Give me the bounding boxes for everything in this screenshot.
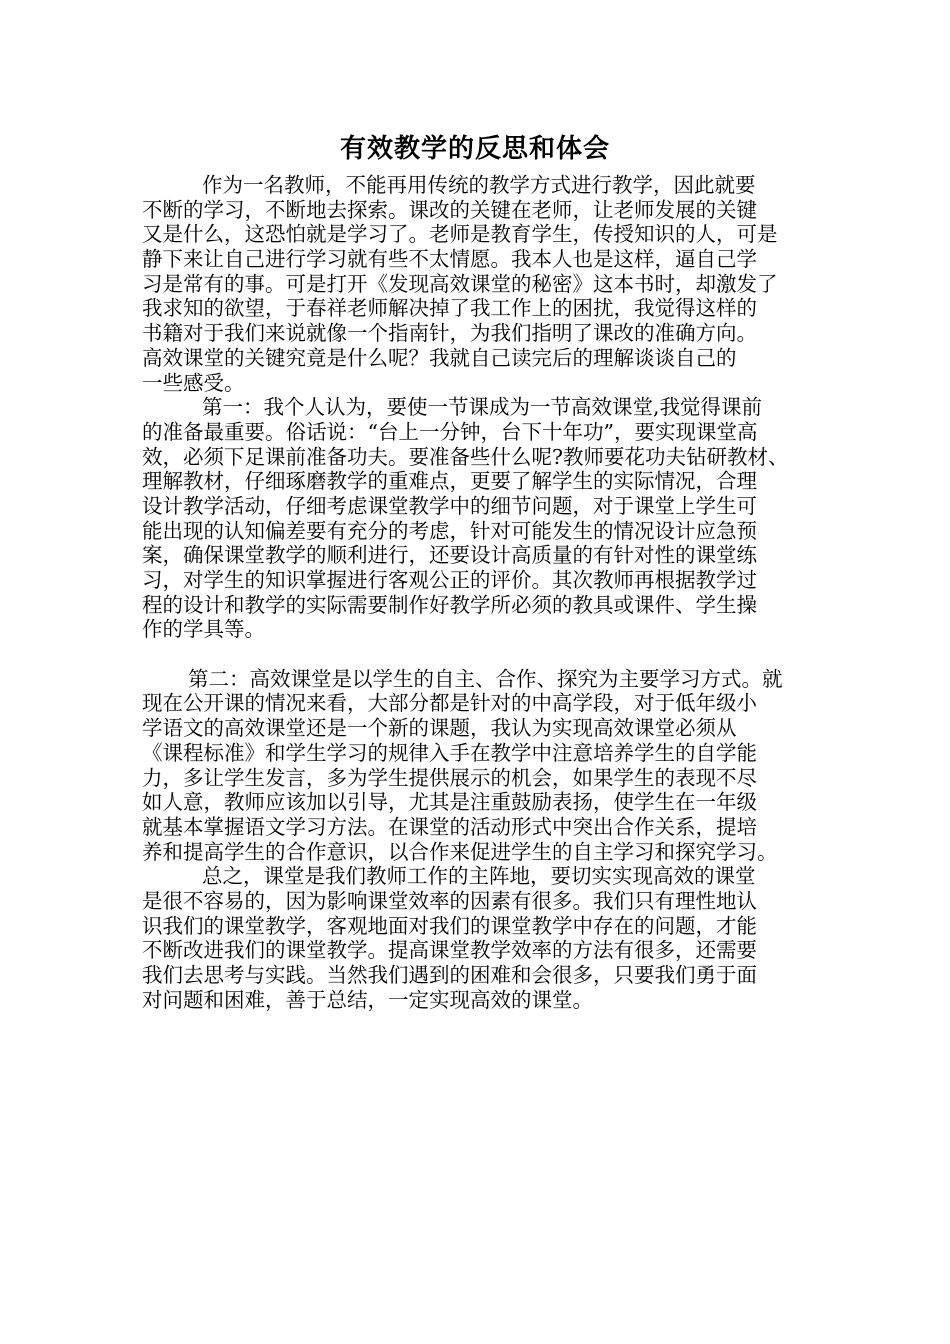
paragraph-4	[142, 864, 828, 1012]
paragraph-1	[142, 173, 828, 395]
paragraph-line: 力，多让学生发言，多为学生提供展示的机会，如果学生的表现不尽	[142, 765, 757, 790]
paragraph-line: 作的学具等。	[142, 617, 265, 642]
paragraph-line: 现在公开课的情况来看，大部分都是针对的中高学段，对于低年级小	[142, 691, 757, 716]
paragraph-line: 不断的学习，不断地去探索。课改的关键在老师，让老师发展的关键	[142, 197, 757, 222]
paragraph-line: 设计教学活动，仔细考虑课堂教学中的细节问题，对于课堂上学生可	[142, 493, 757, 518]
paragraph-line: 习，对学生的知识掌握进行客观公正的评价。其次教师再根据教学过	[142, 568, 757, 592]
paragraph-line: 案，确保课堂教学的顺利进行，还要设计高质量的有针对性的课堂练	[142, 543, 757, 568]
paragraph-line: 高效课堂的关键究竟是什么呢？我就自己读完后的理解谈谈自己的	[142, 345, 737, 370]
paragraph-line: 的准备最重要。俗话说：“台上一分钟，台下十年功”，要实现课堂高	[142, 419, 758, 444]
paragraph-line: 如人意，教师应该加以引导，尤其是注重鼓励表扬，使学生在一年级	[142, 790, 757, 815]
paragraph-2	[142, 395, 828, 642]
paragraph-line: 学语文的高效课堂还是一个新的课题，我认为实现高效课堂必须从	[142, 716, 737, 741]
paragraph-line: 书籍对于我们来说就像一个指南针，为我们指明了课改的准确方向。	[142, 321, 757, 346]
paragraph-line: 习是常有的事。可是打开《发现高效课堂的秘密》这本书时，却激发了	[142, 271, 778, 296]
paragraph-line: 能出现的认知偏差要有充分的考虑，针对可能发生的情况设计应急预	[142, 518, 757, 543]
document-body	[142, 173, 828, 1012]
paragraph-line: 静下来让自己进行学习就有些不太情愿。我本人也是这样，逼自己学	[142, 247, 757, 272]
paragraph-line: 是很不容易的，因为影响课堂效率的因素有很多。我们只有理性地认	[142, 888, 757, 913]
paragraph-gap	[142, 642, 828, 667]
paragraph-3	[142, 667, 828, 865]
paragraph-line: 不断改进我们的课堂教学。提高课堂教学效率的方法有很多，还需要	[142, 938, 757, 963]
paragraph-line: 作为一名教师，不能再用传统的教学方式进行教学，因此就要	[202, 173, 756, 197]
paragraph-line: 识我们的课堂教学，客观地面对我们的课堂教学中存在的问题，才能	[142, 913, 757, 938]
paragraph-line: 就基本掌握语文学习方法。在课堂的活动形式中突出合作关系，提培	[142, 814, 757, 839]
document-title: 有效教学的反思和体会	[339, 134, 610, 164]
paragraph-line: 理解教材，仔细琢磨教学的重难点，更要了解学生的实际情况，合理	[142, 469, 757, 494]
paragraph-line: 效，必须下足课前准备功夫。要准备些什么呢?教师要花功夫钻研教材、	[142, 444, 789, 469]
paragraph-line: 一些感受。	[142, 370, 245, 395]
paragraph-line: 程的设计和教学的实际需要制作好教学所必须的教具或课件、学生操	[142, 592, 757, 617]
paragraph-line: 我们去思考与实践。当然我们遇到的困难和会很多，只要我们勇于面	[142, 963, 757, 987]
paragraph-line: 又是什么，这恐怕就是学习了。老师是教育学生，传授知识的人，可是	[142, 222, 778, 247]
paragraph-line: 养和提高学生的合作意识，以合作来促进学生的自主学习和探究学习。	[142, 839, 778, 864]
paragraph-line: 第二：高效课堂是以学生的自主、合作、探究为主要学习方式。就	[188, 666, 783, 691]
paragraph-line: 第一：我个人认为，要使一节课成为一节高效课堂,我觉得课前	[202, 395, 763, 420]
paragraph-line: 总之，课堂是我们教师工作的主阵地，要切实实现高效的课堂	[202, 864, 756, 889]
paragraph-line: 对问题和困难，善于总结，一定实现高效的课堂。	[142, 987, 593, 1012]
paragraph-line: 《课程标准》和学生学习的规律入手在教学中注意培养学生的自学能	[142, 740, 757, 765]
paragraph-line: 我求知的欲望，于春祥老师解决掉了我工作上的困扰，我觉得这样的	[142, 296, 757, 321]
